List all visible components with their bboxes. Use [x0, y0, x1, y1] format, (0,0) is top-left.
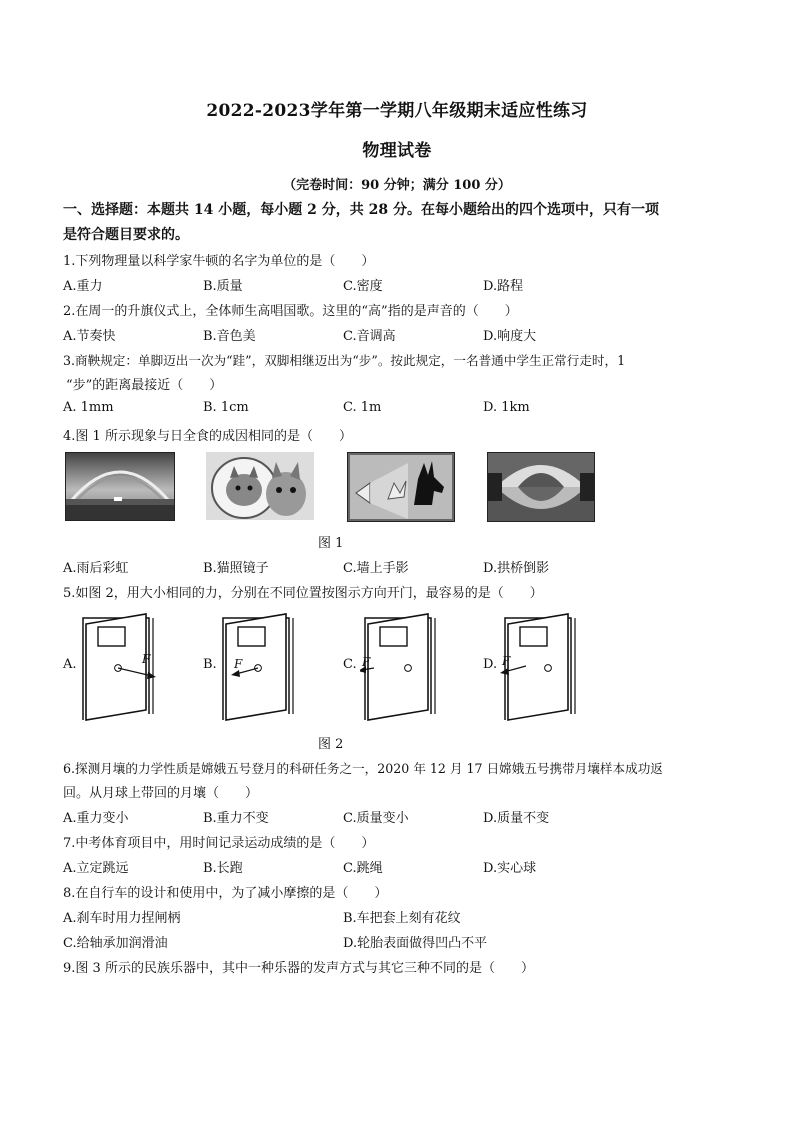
q2-option-a: A.节奏快 — [63, 329, 116, 344]
rainbow-image — [65, 452, 175, 521]
door-diagram-d — [500, 610, 590, 722]
force-label-c: F — [362, 655, 371, 669]
q8-option-a: A.刹车时用力捏闸柄 — [63, 911, 181, 926]
q6-option-a: A.重力变小 — [63, 811, 129, 826]
exam-title: 2022-2023学年第一学期八年级期末适应性练习 — [206, 101, 588, 121]
door-label-b: B. — [203, 657, 217, 672]
q4-option-b: B.猫照镜子 — [203, 561, 269, 576]
question-2: 2.在周一的升旗仪式上，全体师生高唱国歌。这里的“高”指的是声音的（ ） — [63, 304, 518, 319]
q3-option-a: A. 1mm — [63, 400, 114, 415]
question-6: 6.探测月壤的力学性质是嫦娥五号登月的科研任务之一，2020 年 12 月 17 日嫦娥五号携带月壤样本成功返 — [63, 761, 663, 776]
section-heading: 一、选择题：本题共 14 小题，每小题 2 分，共 28 分。在每小题给出的四个选项中，只有一项 — [63, 202, 659, 218]
q1-option-b: B.质量 — [203, 279, 243, 294]
question-4: 4.图 1 所示现象与日全食的成因相同的是（ ） — [63, 429, 352, 444]
question-3: 3.商鞅规定：单脚迈出一次为“跬”，双脚相继迈出为“步”。按此规定，一名普通中学生正常行走时，1 — [63, 353, 626, 368]
question-5: 5.如图 2，用大小相同的力，分别在不同位置按图示方向开门，最容易的是（ ） — [63, 586, 543, 601]
q7-option-c: C.跳绳 — [343, 861, 383, 876]
question-8: 8.在自行车的设计和使用中，为了减小摩擦的是（ ） — [63, 886, 388, 901]
q2-option-c: C.音调高 — [343, 329, 396, 344]
q7-option-a: A.立定跳远 — [63, 861, 129, 876]
question-3-cont: “步”的距离最接近（ ） — [66, 378, 223, 393]
q3-option-b: B. 1cm — [203, 400, 249, 415]
force-label-d: F — [502, 654, 511, 668]
q2-option-d: D.响度大 — [483, 329, 537, 344]
door-diagram-a — [78, 610, 168, 722]
q8-option-c: C.给轴承加润滑油 — [63, 936, 168, 951]
q7-option-d: D.实心球 — [483, 861, 537, 876]
question-7: 7.中考体育项目中，用时间记录运动成绩的是（ ） — [63, 836, 375, 851]
figure-2-caption: 图 2 — [318, 737, 344, 752]
q8-option-d: D.轮胎表面做得凹凸不平 — [343, 936, 488, 951]
q2-option-b: B.音色美 — [203, 329, 256, 344]
door-diagram-b — [218, 610, 308, 722]
question-9: 9.图 3 所示的民族乐器中，其中一种乐器的发声方式与其它三种不同的是（ ） — [63, 961, 534, 976]
q4-option-d: D.拱桥倒影 — [483, 561, 550, 576]
cat-mirror-image — [206, 452, 314, 520]
subject-title: 物理试卷 — [362, 141, 432, 161]
hand-shadow-image — [347, 452, 455, 522]
force-label-b: F — [234, 657, 243, 671]
question-1: 1.下列物理量以科学家牛顿的名字为单位的是（ ） — [63, 254, 375, 269]
door-label-d: D. — [483, 657, 498, 672]
q3-option-c: C. 1m — [343, 400, 382, 415]
q1-option-a: A.重力 — [63, 279, 103, 294]
q1-option-c: C.密度 — [343, 279, 383, 294]
exam-info: （完卷时间：90 分钟；满分 100 分） — [283, 178, 511, 193]
door-diagram-c — [360, 610, 450, 722]
q4-option-a: A.雨后彩虹 — [63, 561, 129, 576]
q6-option-c: C.质量变小 — [343, 811, 409, 826]
q3-option-d: D. 1km — [483, 400, 530, 415]
arch-bridge-image — [487, 452, 595, 522]
q8-option-b: B.车把套上刻有花纹 — [343, 911, 461, 926]
force-label-a: F — [142, 652, 151, 666]
question-6-cont: 回。从月球上带回的月壤（ ） — [63, 786, 259, 801]
q6-option-d: D.质量不变 — [483, 811, 550, 826]
section-heading-cont: 是符合题目要求的。 — [63, 227, 189, 243]
q1-option-d: D.路程 — [483, 279, 524, 294]
door-label-c: C. — [343, 657, 357, 672]
door-label-a: A. — [63, 657, 77, 672]
q6-option-b: B.重力不变 — [203, 811, 269, 826]
figure-1-caption: 图 1 — [318, 536, 344, 551]
q4-option-c: C.墙上手影 — [343, 561, 409, 576]
q7-option-b: B.长跑 — [203, 861, 243, 876]
